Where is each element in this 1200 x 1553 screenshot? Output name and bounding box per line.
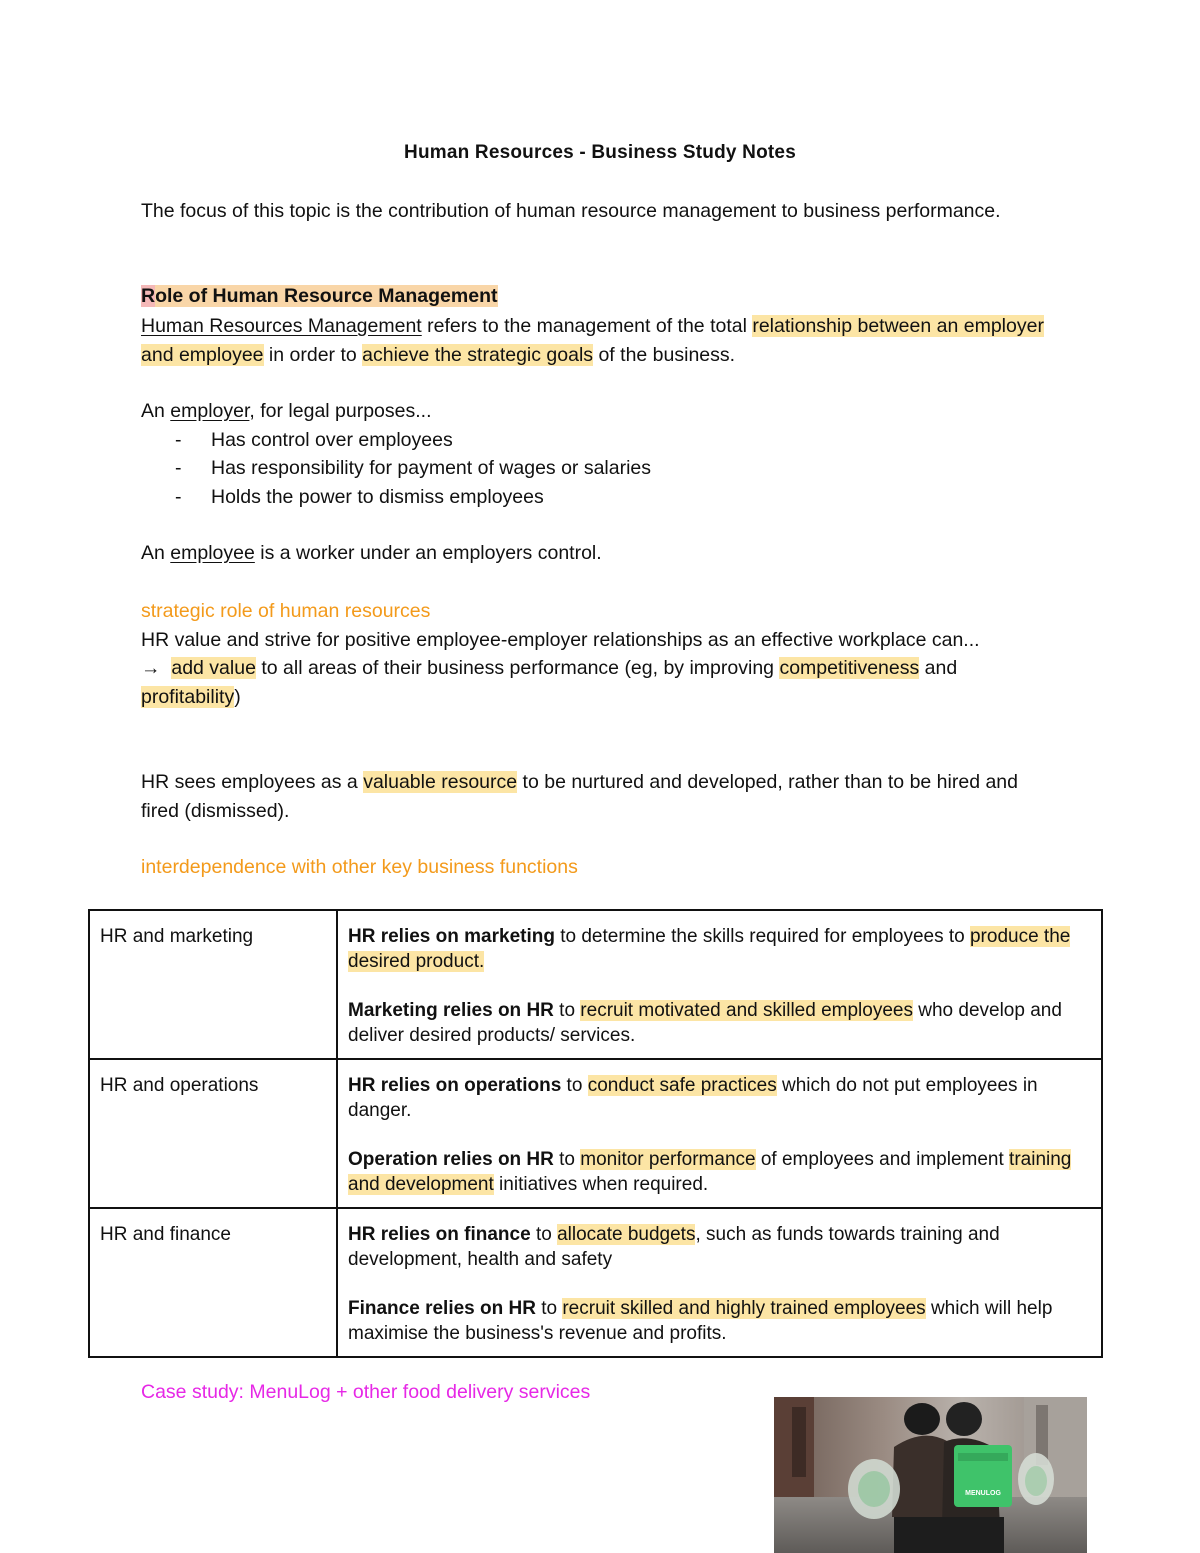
interdependence-table [88, 909, 1103, 1358]
cell-highlight: monitor performance [580, 1149, 756, 1170]
cell-highlight: recruit motivated and skilled employees [580, 1000, 913, 1021]
cell-text: to [535, 1298, 563, 1319]
bold-text: Finance relies on HR [348, 1298, 536, 1319]
cell-highlight: conduct safe practices [587, 1075, 777, 1096]
hrm-text-3: of the business. [593, 343, 736, 366]
strategic-heading: strategic role of human resources [141, 600, 431, 622]
role-heading [141, 282, 1061, 311]
strategic-line-2 [141, 654, 1061, 711]
arrow-icon: → [141, 657, 161, 679]
page-title: Human Resources - Business Study Notes [404, 142, 796, 163]
list-item [141, 426, 1061, 455]
cell-text: which do not put employees in danger. [348, 1075, 1038, 1121]
cell-text: , such as funds towards training and development, health and safety [348, 1224, 1000, 1270]
cell-paragraph [348, 1147, 1091, 1197]
list-item [141, 454, 1061, 483]
employer-post: , for legal purposes... [249, 400, 432, 422]
cell-paragraph [348, 1073, 1091, 1123]
table-cell-label: HR and marketing [89, 910, 337, 1059]
role-heading-first-letter: R [141, 285, 156, 307]
strategic-text-3: ) [234, 685, 241, 708]
strategic-text-1: to all areas of their business performance (eg, by improving [255, 657, 780, 679]
bold-text: Operation relies on HR [348, 1149, 554, 1170]
cell-text: to [553, 1000, 581, 1021]
hrm-text-2: in order to [263, 343, 363, 366]
cell-highlight: training and development [348, 1149, 1072, 1195]
strategic-line-1: HR value and strive for positive employee-employer relationships as an effective workplace can... [141, 628, 980, 651]
intro-paragraph: The focus of this topic is the contribution of human resource management to business performance. [141, 200, 1001, 222]
bag-logo: MENULOG [965, 1490, 1001, 1497]
cell-paragraph [348, 1222, 1091, 1272]
case-study-heading: Case study: MenuLog + other food delivery services [141, 1381, 591, 1403]
cell-paragraph [348, 924, 1091, 974]
table-cell-content [337, 1208, 1102, 1357]
strategic-highlight-3: profitability [141, 685, 235, 708]
cell-text: which will help maximise the business's revenue and profits. [348, 1298, 1053, 1344]
role-heading-text: ole of Human Resource Management [155, 285, 498, 307]
cell-paragraph [348, 1296, 1091, 1346]
cell-text: to [561, 1075, 588, 1096]
employee-pre: An [141, 542, 171, 564]
employee-term: employee [170, 542, 255, 564]
dash-bullet: - [175, 485, 182, 508]
employee-post: is a worker under an employers control. [254, 542, 602, 564]
hrm-term: Human Resources Management [141, 315, 422, 337]
hrm-text-1: refers to the management of the total [421, 315, 753, 337]
hrm-definition [141, 312, 1061, 369]
cell-highlight: produce the desired product. [348, 926, 1071, 972]
strategic-text-2: and [919, 657, 958, 679]
bold-text: HR relies on marketing [348, 926, 555, 947]
employee-definition [141, 539, 1061, 568]
cell-highlight: allocate budgets [557, 1224, 696, 1245]
strategic-highlight-1: add value [171, 657, 256, 679]
list-item [141, 483, 1061, 512]
table-cell-label: HR and finance [89, 1208, 337, 1357]
table-row [89, 1208, 1102, 1357]
cell-text: who develop and deliver desired products/ services. [348, 1000, 1062, 1046]
cell-text: to [530, 1224, 558, 1245]
table-cell-label: HR and operations [89, 1059, 337, 1208]
resource-text-2: to be nurtured and developed, rather than to be hired and fired (dismissed). [141, 771, 1018, 822]
table-row [89, 1059, 1102, 1208]
resource-text-1: HR sees employees as a [141, 771, 364, 793]
cell-text: initiatives when required. [493, 1174, 709, 1195]
resource-highlight: valuable resource [363, 771, 518, 793]
cell-highlight: recruit skilled and highly trained employees [562, 1298, 926, 1319]
hrm-highlight-1: relationship between an employer and employee [141, 315, 1044, 366]
cell-text: of employees and implement [755, 1149, 1010, 1170]
strategic-section [141, 597, 1061, 711]
resource-paragraph [141, 768, 1061, 825]
list-item-text: Has responsibility for payment of wages or salaries [211, 457, 652, 479]
cell-text: to determine the skills required for employees to [554, 926, 970, 947]
employer-pre: An [141, 400, 171, 422]
photo-illustration [774, 1397, 1087, 1553]
cell-text: to [553, 1149, 581, 1170]
bold-text: Marketing relies on HR [348, 1000, 554, 1021]
delivery-rider-photo [774, 1397, 1087, 1553]
dash-bullet: - [175, 428, 182, 451]
interdependence-heading: interdependence with other key business functions [141, 856, 578, 878]
employer-section [141, 397, 1061, 511]
employer-list [141, 426, 1061, 512]
bold-text: HR relies on finance [348, 1224, 531, 1245]
employer-intro [141, 397, 1061, 426]
strategic-highlight-2: competitiveness [779, 657, 920, 679]
list-item-text: Holds the power to dismiss employees [211, 485, 544, 508]
employer-term: employer [170, 400, 250, 422]
table-cell-content [337, 910, 1102, 1059]
cell-paragraph [348, 998, 1091, 1048]
list-item-text: Has control over employees [211, 428, 453, 451]
table-row [89, 910, 1102, 1059]
hrm-highlight-2: achieve the strategic goals [362, 343, 594, 366]
bold-text: HR relies on operations [348, 1075, 562, 1096]
table-cell-content [337, 1059, 1102, 1208]
dash-bullet: - [175, 457, 182, 479]
